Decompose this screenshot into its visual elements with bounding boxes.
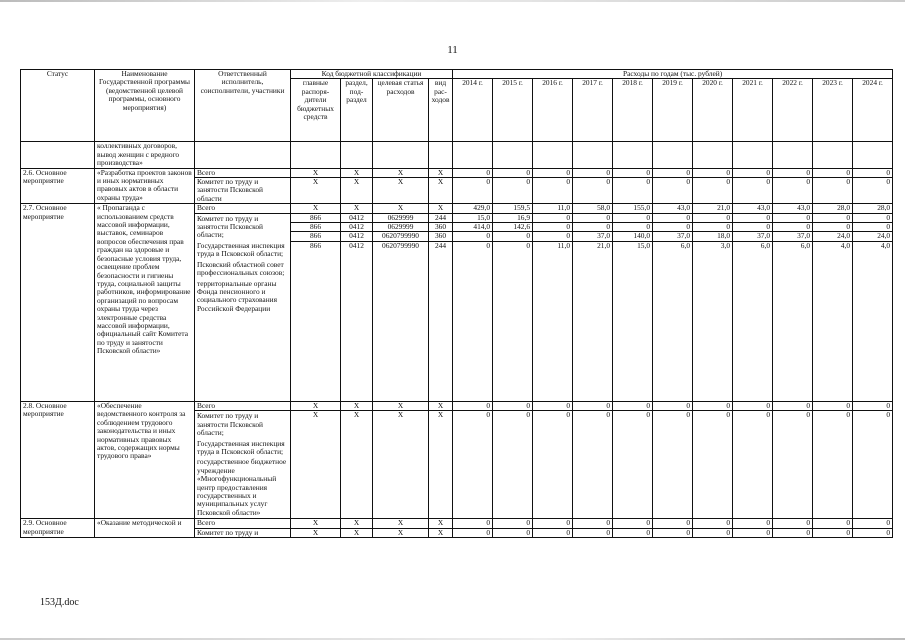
name-cell: «Обеспечение ведомственного контроля за соблюдением трудового законодательства и иных нормативных правовых актов, содержащих нормы трудового права» [95,401,195,518]
kbk-code-cell: X [373,528,429,537]
value-cell: 0 [493,178,533,204]
header-year: 2019 г. [653,79,693,142]
value-cell: 0 [773,411,813,519]
value-cell: 0 [773,223,813,232]
status-cell: 2.6. Основное мероприятие [21,168,95,204]
value-cell: 0 [853,401,893,410]
value-cell: 0 [533,213,573,222]
kbk-code-cell: 0620799990 [373,241,429,401]
value-cell: 0 [453,241,493,401]
value-cell: 6,0 [653,241,693,401]
value-cell: 0 [733,411,773,519]
responsible-entry: Псковский областной совет профессиональных союзов; [197,259,285,278]
value-cell: 159,5 [493,204,533,213]
value-cell: 0 [613,168,653,177]
value-cell: 4,0 [813,241,853,401]
value-cell: 0 [613,401,653,410]
kbk-code-cell: X [429,528,453,537]
value-cell: 18,0 [693,232,733,241]
status-cell: 2.9. Основное мероприятие [21,519,95,538]
value-cell: 0 [613,213,653,222]
kbk-code-cell: X [291,401,341,410]
value-cell: 0 [853,178,893,204]
value-cell: 0 [493,411,533,519]
header-kbk-target: целевая статья расходов [373,79,429,142]
value-cell: 58,0 [573,204,613,213]
responsible-entry: Комитет по труду и занятости Псковской области; [197,213,263,240]
value-cell: 0 [693,401,733,410]
kbk-code-cell: 0629999 [373,223,429,232]
footer-filename: 153Д.doc [40,597,79,608]
value-cell: 0 [493,168,533,177]
kbk-code-cell: X [341,204,373,213]
responsible-list-cell [195,411,291,519]
header-expenses: Расходы по годам (тыс. рублей) [453,70,893,79]
kbk-code-cell: X [291,411,341,519]
responsible-cell: Комитет по труду и занятости Псковской области [195,178,291,204]
empty-cell [533,142,573,168]
value-cell: 0 [493,241,533,401]
value-cell: 0 [693,178,733,204]
table-row [21,204,893,213]
value-cell: 0 [453,232,493,241]
responsible-cell: Всего [195,204,291,213]
responsible-entry: территориальные органы Фонда пенсионного и социального страхования Российской Федерации [197,278,277,313]
kbk-code-cell: X [429,178,453,204]
header-status: Статус [21,70,95,142]
value-cell: 0 [813,411,853,519]
value-cell: 0 [573,528,613,537]
value-cell: 0 [653,178,693,204]
value-cell: 0 [573,411,613,519]
value-cell: 0 [653,213,693,222]
kbk-code-cell: X [291,528,341,537]
scan-edge-top [0,0,905,2]
value-cell: 4,0 [853,241,893,401]
value-cell: 0 [533,528,573,537]
value-cell: 140,0 [613,232,653,241]
empty-cell [291,142,341,168]
value-cell: 0 [733,213,773,222]
name-cell: коллективных договоров, вывод женщин с вредного производства» [95,142,195,168]
value-cell: 0 [813,223,853,232]
value-cell: 0 [573,178,613,204]
value-cell: 429,0 [453,204,493,213]
header-name: Наименование Государственной программы (ведомственной целевой программы, основного мероприятия) [95,70,195,142]
responsible-entry: государственное бюджетное учреждение «Многофункциональный центр предоставления государственных и муниципальных услуг Псковской области» [197,457,287,517]
empty-cell [813,142,853,168]
header-kbk-section: раздел, под-раздел [341,79,373,142]
value-cell: 16,9 [493,213,533,222]
value-cell: 0 [573,519,613,528]
value-cell: 0 [613,528,653,537]
value-cell: 0 [693,223,733,232]
empty-cell [453,142,493,168]
kbk-code-cell: X [341,178,373,204]
empty-cell [853,142,893,168]
kbk-code-cell: 866 [291,223,341,232]
empty-cell [733,142,773,168]
value-cell: 142,6 [493,223,533,232]
value-cell: 0 [773,178,813,204]
value-cell: 21,0 [693,204,733,213]
value-cell: 0 [653,528,693,537]
kbk-code-cell: 0412 [341,213,373,222]
value-cell: 0 [533,401,573,410]
value-cell: 37,0 [573,232,613,241]
kbk-code-cell: X [373,204,429,213]
responsible-cell: Всего [195,401,291,410]
empty-cell [653,142,693,168]
value-cell: 0 [773,528,813,537]
value-cell: 0 [773,168,813,177]
kbk-code-cell: X [373,168,429,177]
header-year: 2016 г. [533,79,573,142]
kbk-code-cell: X [373,519,429,528]
header-year: 2024 г. [853,79,893,142]
name-cell: «Разработка проектов законов и иных нормативных правовых актов в области охраны труда» [95,168,195,204]
responsible-entry: Государственная инспекция труда в Псковской области; [197,240,285,259]
value-cell: 0 [653,401,693,410]
value-cell: 0 [853,528,893,537]
header-responsible: Ответственный исполнитель, соисполнители, участники [195,70,291,142]
value-cell: 0 [813,168,853,177]
value-cell: 0 [613,178,653,204]
value-cell: 0 [493,401,533,410]
value-cell: 15,0 [453,213,493,222]
status-cell [21,142,95,168]
value-cell: 0 [613,519,653,528]
header-year: 2022 г. [773,79,813,142]
value-cell: 0 [773,401,813,410]
value-cell: 155,0 [613,204,653,213]
value-cell: 0 [613,411,653,519]
value-cell: 0 [573,401,613,410]
kbk-code-cell: X [373,178,429,204]
kbk-code-cell: X [341,168,373,177]
header-year: 2023 г. [813,79,853,142]
name-cell: « Пропаганда с использованием средств массовой информации, выставок, семинаров вопросов обеспечения прав граждан на здоровые и безопасные условия труда, освещение проблем безопасности и гигиены труда, социальной защиты работников, информирование организаций по вопросам охраны труда через электронные средства массовой информации, официальный сайт Комитета по труду и занятости Псковской области» [95,204,195,402]
value-cell: 0 [693,411,733,519]
table-row [21,168,893,177]
value-cell: 0 [773,519,813,528]
value-cell: 0 [693,528,733,537]
value-cell: 37,0 [773,232,813,241]
kbk-code-cell: X [429,168,453,177]
value-cell: 0 [573,223,613,232]
value-cell: 0 [453,178,493,204]
name-cell: «Оказание методической и [95,519,195,538]
kbk-code-cell: X [429,204,453,213]
value-cell: 21,0 [573,241,613,401]
value-cell: 0 [653,519,693,528]
value-cell: 0 [453,168,493,177]
table-row [21,142,893,168]
kbk-code-cell: X [429,411,453,519]
value-cell: 0 [533,178,573,204]
responsible-cell [195,142,291,168]
kbk-code-cell: X [341,519,373,528]
kbk-code-cell: 0412 [341,232,373,241]
responsible-cell: Всего [195,519,291,528]
empty-cell [341,142,373,168]
value-cell: 0 [653,223,693,232]
header-year: 2014 г. [453,79,493,142]
responsible-cell: Всего [195,168,291,177]
table-row [21,401,893,410]
value-cell: 0 [493,519,533,528]
value-cell: 28,0 [853,204,893,213]
value-cell: 0 [613,223,653,232]
value-cell: 0 [773,213,813,222]
value-cell: 0 [733,519,773,528]
value-cell: 6,0 [733,241,773,401]
value-cell: 0 [533,411,573,519]
value-cell: 0 [653,168,693,177]
header-kbk-type: вид рас-ходов [429,79,453,142]
kbk-code-cell: 0620799990 [373,232,429,241]
value-cell: 0 [733,401,773,410]
kbk-code-cell: 866 [291,232,341,241]
value-cell: 11,0 [533,241,573,401]
empty-cell [373,142,429,168]
value-cell: 43,0 [653,204,693,213]
status-cell: 2.8. Основное мероприятие [21,401,95,518]
value-cell: 0 [853,168,893,177]
responsible-list-cell [195,213,291,401]
status-cell: 2.7. Основное мероприятие [21,204,95,402]
value-cell: 0 [733,178,773,204]
kbk-code-cell: X [373,401,429,410]
empty-cell [429,142,453,168]
value-cell: 0 [813,401,853,410]
header-kbk-grbs: главные распоря-дители бюджетных средств [291,79,341,142]
kbk-code-cell: 360 [429,232,453,241]
value-cell: 28,0 [813,204,853,213]
header-year: 2015 г. [493,79,533,142]
value-cell: 0 [813,528,853,537]
kbk-code-cell: 0412 [341,223,373,232]
value-cell: 15,0 [613,241,653,401]
kbk-code-cell: X [341,528,373,537]
empty-cell [613,142,653,168]
kbk-code-cell: X [429,401,453,410]
value-cell: 0 [453,401,493,410]
header-year: 2020 г. [693,79,733,142]
value-cell: 414,0 [453,223,493,232]
kbk-code-cell: X [341,411,373,519]
value-cell: 0 [573,168,613,177]
value-cell: 37,0 [653,232,693,241]
value-cell: 43,0 [773,204,813,213]
value-cell: 0 [813,178,853,204]
header-kbk: Код бюджетной классификации [291,70,453,79]
value-cell: 0 [693,519,733,528]
page-number: 11 [447,44,458,56]
value-cell: 43,0 [733,204,773,213]
kbk-code-cell: 244 [429,213,453,222]
empty-cell [693,142,733,168]
value-cell: 0 [453,411,493,519]
value-cell: 0 [453,519,493,528]
value-cell: 0 [573,213,613,222]
table-row [21,519,893,528]
header-year: 2017 г. [573,79,613,142]
kbk-code-cell: X [291,519,341,528]
responsible-entry: Государственная инспекция труда в Псковской области; [197,438,285,456]
value-cell: 0 [733,168,773,177]
kbk-code-cell: 0629999 [373,213,429,222]
value-cell: 0 [693,213,733,222]
value-cell: 0 [493,528,533,537]
value-cell: 0 [693,168,733,177]
value-cell: 0 [533,232,573,241]
responsible-cell: Комитет по труду и [195,528,291,537]
empty-cell [573,142,613,168]
value-cell: 0 [533,168,573,177]
empty-cell [493,142,533,168]
kbk-code-cell: 866 [291,241,341,401]
value-cell: 24,0 [813,232,853,241]
value-cell: 0 [853,213,893,222]
budget-table [20,69,893,538]
value-cell: 0 [813,213,853,222]
value-cell: 0 [533,519,573,528]
kbk-code-cell: X [291,168,341,177]
kbk-code-cell: 244 [429,241,453,401]
kbk-code-cell: 360 [429,223,453,232]
value-cell: 11,0 [533,204,573,213]
empty-cell [773,142,813,168]
kbk-code-cell: X [341,401,373,410]
value-cell: 0 [853,223,893,232]
header-year: 2018 г. [613,79,653,142]
value-cell: 0 [733,223,773,232]
value-cell: 0 [493,232,533,241]
kbk-code-cell: X [373,411,429,519]
kbk-code-cell: X [429,519,453,528]
value-cell: 0 [853,519,893,528]
value-cell: 24,0 [853,232,893,241]
kbk-code-cell: X [291,204,341,213]
kbk-code-cell: X [291,178,341,204]
responsible-entry: Комитет по труду и занятости Псковской области; [197,411,263,438]
kbk-code-cell: 866 [291,213,341,222]
value-cell: 0 [533,223,573,232]
kbk-code-cell: 0412 [341,241,373,401]
header-year: 2021 г. [733,79,773,142]
value-cell: 0 [853,411,893,519]
value-cell: 37,0 [733,232,773,241]
value-cell: 0 [813,519,853,528]
value-cell: 0 [653,411,693,519]
value-cell: 3,0 [693,241,733,401]
value-cell: 6,0 [773,241,813,401]
value-cell: 0 [733,528,773,537]
value-cell: 0 [453,528,493,537]
